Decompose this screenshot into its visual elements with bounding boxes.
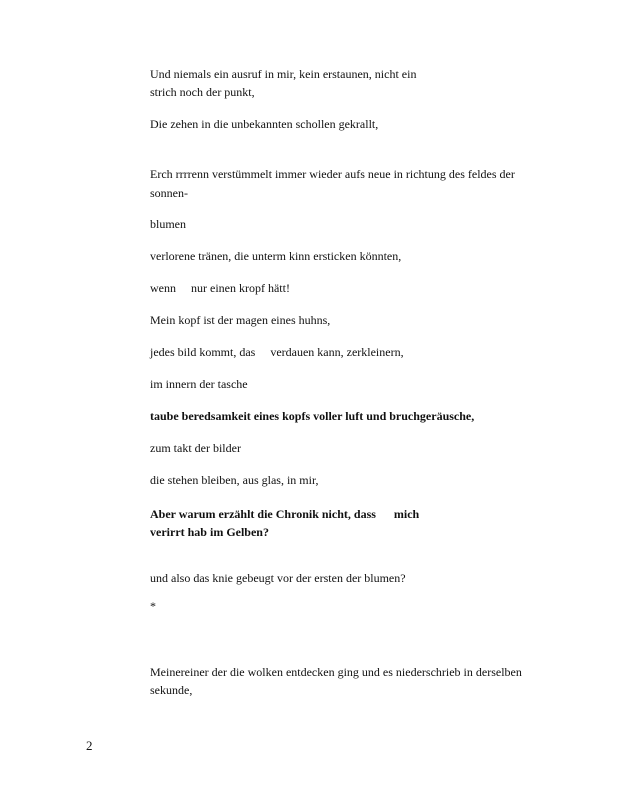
- poem-line-15-bold: Aber warum erzählt die Chronik nicht, dass mich: [150, 507, 420, 521]
- poem-line-7: verlorene tränen, die unterm kinn ersticken könnten,: [150, 249, 402, 263]
- poem-line-17: und also das knie gebeugt vor der ersten der blumen?: [150, 571, 406, 585]
- poem-line-9: Mein kopf ist der magen eines huhns,: [150, 313, 331, 327]
- poem-line-2: strich noch der punkt,: [150, 85, 255, 99]
- poem-line-19: Meinereiner der die wolken entdecken ging und es niederschrieb in derselben: [150, 665, 522, 679]
- poem-line-11: im innern der tasche: [150, 377, 248, 391]
- poem-line-8: wenn nur einen kropf hätt!: [150, 281, 290, 295]
- poem-line-1: Und niemals ein ausruf in mir, kein erstaunen, nicht ein: [150, 67, 417, 81]
- section-separator-asterisk: *: [150, 599, 156, 613]
- poem-line-3: Die zehen in die unbekannten schollen gekrallt,: [150, 117, 379, 131]
- poem-line-16-bold: verirrt hab im Gelben?: [150, 525, 269, 539]
- poem-line-5: sonnen-: [150, 186, 188, 200]
- poem-line-12-bold: taube beredsamkeit eines kopfs voller luft und bruchgeräusche,: [150, 409, 475, 423]
- poem-line-13: zum takt der bilder: [150, 441, 241, 455]
- poem-line-10: jedes bild kommt, das verdauen kann, zerkleinern,: [150, 345, 404, 359]
- poem-line-6: blumen: [150, 217, 186, 231]
- poem-line-20: sekunde,: [150, 683, 193, 697]
- poem-line-14: die stehen bleiben, aus glas, in mir,: [150, 473, 319, 487]
- page-number: 2: [86, 738, 93, 753]
- poem-line-4: Erch rrrrenn verstümmelt immer wieder aufs neue in richtung des feldes der: [150, 167, 515, 181]
